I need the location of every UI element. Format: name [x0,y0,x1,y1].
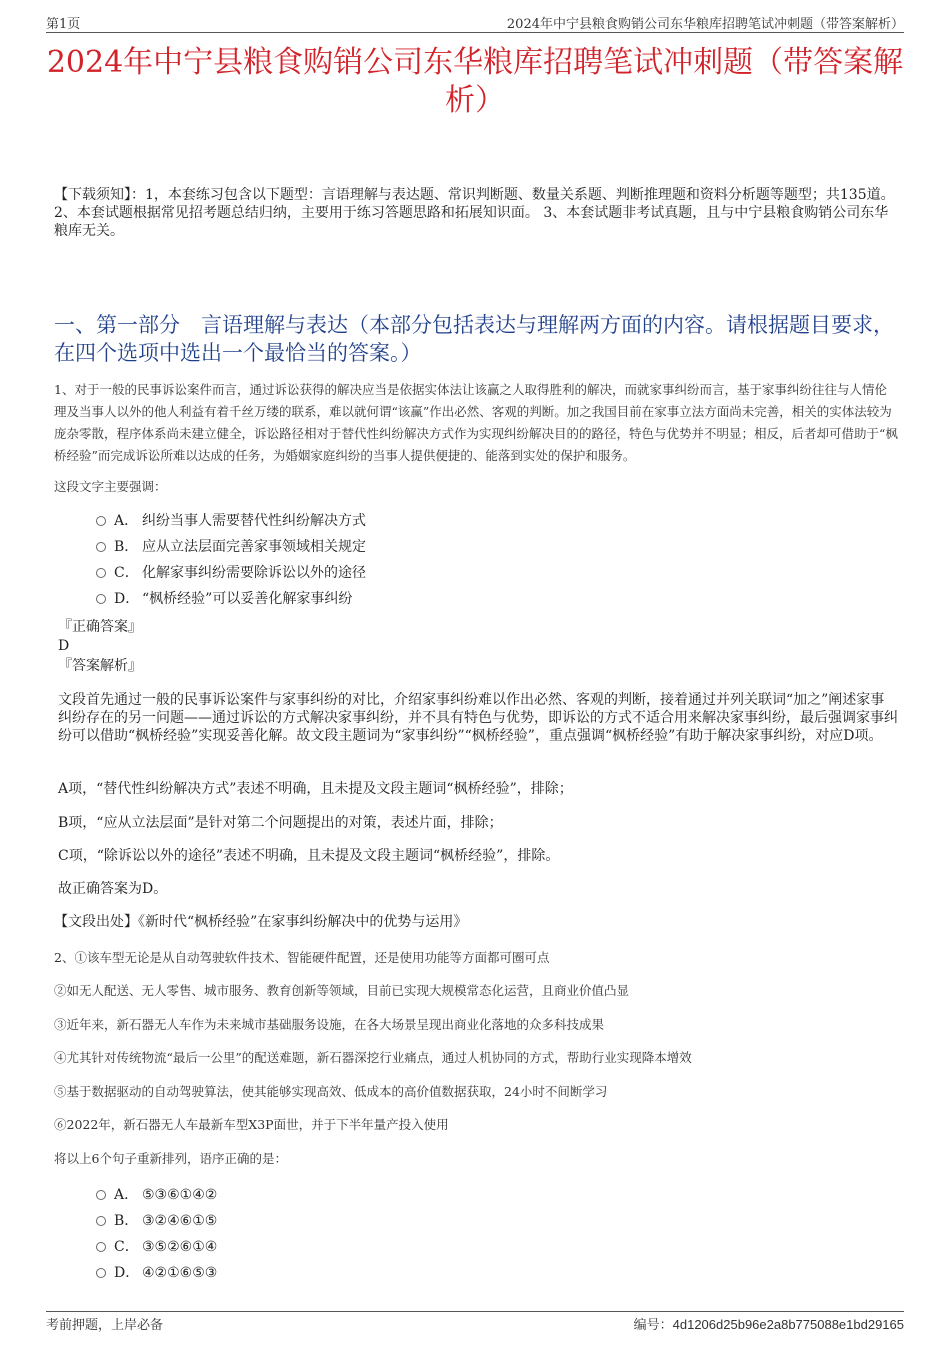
question-1-option-b[interactable]: B． 应从立法层面完善家事领域相关规定 [96,537,366,557]
question-2-sentence-2: ②如无人配送、无人零售、城市服务、教育创新等领域，目前已实现大规模常态化运营，且商业价值凸显 [54,983,630,998]
analysis-option-a: A项，“替代性纠纷解决方式”表述不明确，且未提及文段主题词“枫桥经验”，排除； [58,781,573,797]
running-title: 2024年中宁县粮食购销公司东华粮库招聘笔试冲刺题（带答案解析） [506,17,904,32]
question-2-sentence-6: ⑥2022年，新石器无人车最新车型X3P面世，并于下半年量产投入使用 [54,1117,449,1132]
question-2-sentence-4: ④尤其针对传统物流“最后一公里”的配送难题，新石器深挖行业痛点，通过人机协同的方式，帮助行业实现降本增效 [54,1050,692,1065]
question-2-option-b[interactable]: B． ③②④⑥①⑤ [96,1211,217,1231]
download-notice: 【下载须知】：1，本套练习包含以下题型：言语理解与表达题、常识判断题、数量关系题、判断推理题和资料分析题等题型；共135道。 2、本套试题根据常见招考题总结归纳，主要用于练习答题思路和拓展知识面。 3、本套试题非考试真题，且与中宁县粮食购销公司东华粮库无关。 [54,187,895,239]
analysis-option-b: B项，“应从立法层面”是针对第二个问题提出的对策，表述片面，排除； [58,815,503,831]
answer-label: 『正确答案』 [58,619,142,635]
section-heading: 一、第一部分 言语理解与表达（本部分包括表达与理解两方面的内容。请根据题目要求，在四个选项中选出一个最恰当的答案。） [54,313,894,365]
question-2-option-a[interactable]: A． ⑤③⑥①④② [96,1185,217,1205]
question-1-stem: 1、对于一般的民事诉讼案件而言，通过诉讼获得的解决应当是依据实体法让该赢之人取得胜利的解决，而就家事纠纷而言，基于家事纠纷往往与人情伦理及当事人以外的他人利益有着千丝万缕的联系，难以就何谓“该赢”作出必然、客观的判断。加之我国目前在家事立法方面尚未完善，相关的实体法较为庞杂零散，程序体系尚未建立健全，诉讼路径相对于替代性纠纷解决方式作为实现纠纷解决目的的路径，特色与优势并不明显；相反，后者却可借助于“枫桥经验”而完成诉讼所难以达成的任务，为婚姻家庭纠纷的当事人提供便捷的、能落到实处的保护和服务。 [54,382,898,463]
question-1-prompt: 这段文字主要强调： [54,479,167,494]
footer-divider [46,1311,904,1312]
radio-icon[interactable] [96,1216,106,1226]
radio-icon[interactable] [96,568,106,578]
question-2-option-d[interactable]: D． ④②①⑥⑤③ [96,1263,217,1283]
footer-slogan: 考前押题，上岸必备 [46,1318,164,1333]
answer-value: D [58,638,70,654]
analysis-label: 『答案解析』 [58,658,142,674]
footer-code [634,1314,904,1333]
radio-icon[interactable] [96,542,106,552]
radio-icon[interactable] [96,1242,106,1252]
question-2-sentence-3: ③近年来，新石器无人车作为未来城市基础服务设施，在各大场景呈现出商业化落地的众多科技成果 [54,1017,605,1032]
analysis-option-c: C项，“除诉讼以外的途径”表述不明确，且未提及文段主题词“枫桥经验”，排除。 [58,848,560,864]
radio-icon[interactable] [96,516,106,526]
question-2-prompt: 将以上6个句子重新排列，语序正确的是： [54,1151,287,1166]
radio-icon[interactable] [96,1190,106,1200]
question-1-option-c[interactable]: C． 化解家事纠纷需要除诉讼以外的途径 [96,563,366,583]
analysis-paragraph: 文段首先通过一般的民事诉讼案件与家事纠纷的对比，介绍家事纠纷难以作出必然、客观的判断，接着通过并列关联词“加之”阐述家事纠纷存在的另一问题——通过诉讼的方式解决家事纠纷，并不具有特色与优势，即诉讼的方式不适合用来解决家事纠纷，最后强调家事纠纷可以借助“枫桥经验”实现妥善化解。故文段主题词为“家事纠纷”“枫桥经验”，重点强调“枫桥经验”有助于解决家事纠纷，对应D项。 [58,692,898,744]
source-citation: 【文段出处】《新时代“枫桥经验”在家事纠纷解决中的优势与运用》 [54,914,468,930]
header-divider [46,32,904,33]
page-number: 第1页 [46,17,81,32]
radio-icon[interactable] [96,1268,106,1278]
question-2-option-c[interactable]: C． ③⑤②⑥①④ [96,1237,217,1257]
question-2-sentence-1: 2、①该车型无论是从自动驾驶软件技术、智能硬件配置，还是使用功能等方面都可圈可点 [54,950,550,965]
analysis-conclusion: 故正确答案为D。 [58,881,168,897]
question-1-option-a[interactable]: A． 纠纷当事人需要替代性纠纷解决方式 [96,511,366,531]
radio-icon[interactable] [96,594,106,604]
document-title: 2024年中宁县粮食购销公司东华粮库招聘笔试冲刺题（带答案解析） [46,45,904,118]
question-1-option-d[interactable]: D． “枫桥经验”可以妥善化解家事纠纷 [96,589,352,609]
question-2-sentence-5: ⑤基于数据驱动的自动驾驶算法，使其能够实现高效、低成本的高价值数据获取，24小时不间断学习 [54,1084,608,1099]
footer-code-label: 编号： [633,1318,673,1333]
footer-code-value: 4d1206d25b96e2a8b775088e1bd29165 [672,1317,904,1332]
